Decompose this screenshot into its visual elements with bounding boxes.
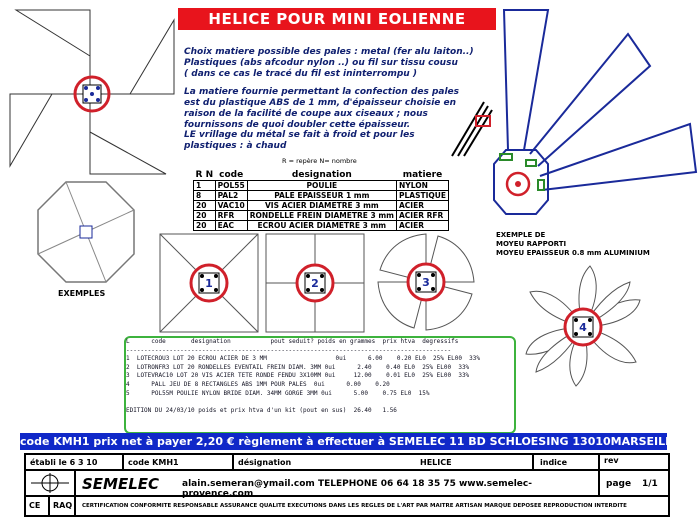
- code-cell: EAC: [215, 221, 247, 231]
- rn-cell: 1: [194, 181, 216, 191]
- title-block: [24, 453, 670, 517]
- raq-mark: RAQ: [53, 501, 73, 510]
- material-note: Choix matiere possible des pales : metal (fer alu laiton..) Plastiques (abs afcodur nylon ..) ou fil sur tissu cousu ( dans ce cas le tracé du fil est ininterrompu ): [184, 47, 474, 79]
- step-3-number: 3: [422, 276, 430, 289]
- matiere-cell: PLASTIQUE: [396, 191, 448, 201]
- hub-caption: EXEMPLE DE MOYEU RAPPORTI MOYEU EPAISSEUR 0.8 mm ALUMINIUM: [496, 231, 650, 257]
- rn-cell: 8: [194, 191, 216, 201]
- table-header: [194, 170, 449, 181]
- table-row: [194, 221, 449, 231]
- logo-cell: [25, 470, 75, 496]
- examples-label: EXEMPLES: [58, 289, 106, 298]
- cert-cell: [75, 496, 669, 516]
- hub-fan-diagram: [478, 4, 700, 232]
- step-4-diagram: [516, 260, 650, 394]
- rn-cell: 20: [194, 221, 216, 231]
- header-r: R N: [195, 170, 214, 180]
- matiere-cell: ACIER: [396, 221, 448, 231]
- company-name: SEMELEC: [82, 475, 160, 493]
- designation-cell: désignation HELICE: [233, 454, 533, 470]
- matiere-cell: NYLON: [396, 181, 448, 191]
- contact-info: alain.semeran@ymail.com TELEPHONE 06 64 18 35 75 www.semelec-provence.com: [182, 479, 532, 499]
- abs-note: La matiere fournie permettant la confection des pales est du plastique ABS de 1 mm, d'épaisseur choisie en raison de la facilité de coupe aux ciseaux ; nous fournissons de quoi doubler cette épaisseur.: [184, 87, 460, 130]
- header-matiere: matiere: [402, 170, 443, 180]
- ce-mark: CE: [29, 501, 41, 510]
- table-row: [194, 181, 449, 191]
- table-row: [194, 191, 449, 201]
- table-row: [194, 211, 449, 221]
- designation-cell: VIS ACIER DIAMETRE 3 mm: [247, 201, 396, 211]
- code-cell: RFR: [215, 211, 247, 221]
- designation-cell: RONDELLE FREIN DIAMETRE 3 mm: [247, 211, 396, 221]
- step-2-diagram: [264, 232, 368, 334]
- matiere-cell: ACIER: [396, 201, 448, 211]
- step-1-diagram: [158, 232, 260, 334]
- page-cell: page 1/1: [599, 470, 669, 496]
- step-1-number: 1: [205, 277, 213, 290]
- crosshair-logo-icon: [27, 472, 73, 494]
- matiere-cell: ACIER RFR: [396, 211, 448, 221]
- indice-cell: indice: [533, 454, 599, 470]
- twist-note: LE vrillage du métal se fait à froid et pour les plastiques : à chaud: [184, 130, 415, 151]
- ce-cell: [25, 496, 49, 516]
- kit-listing: [124, 336, 516, 434]
- pinwheel-diagram: [6, 6, 178, 176]
- code-cell: code KMH1: [123, 454, 233, 470]
- octagon-example: [34, 178, 138, 286]
- rn-cell: 20: [194, 201, 216, 211]
- contact-cell: [75, 470, 599, 499]
- code-cell: PAL2: [215, 191, 247, 201]
- page-title: HELICE POUR MINI EOLIENNE: [178, 8, 496, 30]
- certification-text: CERTIFICATION CONFORMITE RESPONSABLE ASSURANCE QUALITE EXECUTIONS DANS LES REGLES DE L'ART PAR MAITRE ARTISAN MARQUE DEPOSEE REPRODUCTION INTERDITE: [82, 503, 627, 509]
- code-cell: POL55: [215, 181, 247, 191]
- rn-cell: 20: [194, 211, 216, 221]
- header-code: code: [219, 170, 244, 180]
- parts-table: [193, 170, 449, 231]
- designation-cell: ECROU ACIER DIAMETRE 3 mm: [247, 221, 396, 231]
- designation-cell: PALE EPAISSEUR 1 mm: [247, 191, 396, 201]
- header-designation: designation: [291, 170, 352, 180]
- table-row: [194, 201, 449, 211]
- kit-listing-text: L code designation pout seduit? poids en grammes prix htva degressifs ------------------------------------------------------------------------------------------ 1 LOTECROU3 LOT 20 ECROU ACIER DE 3 MM 0ui 6.00 0.20 EL0 25% EL00 33% 2 LOTRONFR3 LOT 20 RONDELLES EVENTAIL FREIN DIAM. 3MM 0ui 2.40 0.40 EL0 25% EL00 33% 3 LOTEVRAC10 LOT 20 VIS ACIER TETE RONDE FENDU 3X10MM 0ui 12.00 0.01 EL0 25% EL00 33% 4 PALL JEU DE 8 RECTANGLES ABS 1MM POUR PALES 0ui 0.00 0.20 5 POL55M POULIE NYLON BRIDE DIAM. 34MM GORGE 3MM 0ui 5.00 0.75 EL0 15% EDITION DU 24/03/10 poids et prix htva d'un kit (pout en sus) 26.40 1.56: [126, 338, 481, 414]
- step-3-diagram: [372, 230, 484, 336]
- step-4-number: 4: [579, 321, 587, 334]
- raq-cell: [49, 496, 75, 516]
- table-legend: R = repère N= nombre: [282, 157, 357, 165]
- step-2-number: 2: [311, 277, 319, 290]
- rev-cell: rev: [599, 454, 669, 470]
- code-cell: VAC10: [215, 201, 247, 211]
- etabli-cell: établi le 6 3 10: [25, 454, 123, 470]
- price-bar: code KMH1 prix net à payer 2,20 € règlement à effectuer à SEMELEC 11 BD SCHLOESING 13010MARSEILLE: [20, 435, 680, 448]
- designation-cell: POULIE: [247, 181, 396, 191]
